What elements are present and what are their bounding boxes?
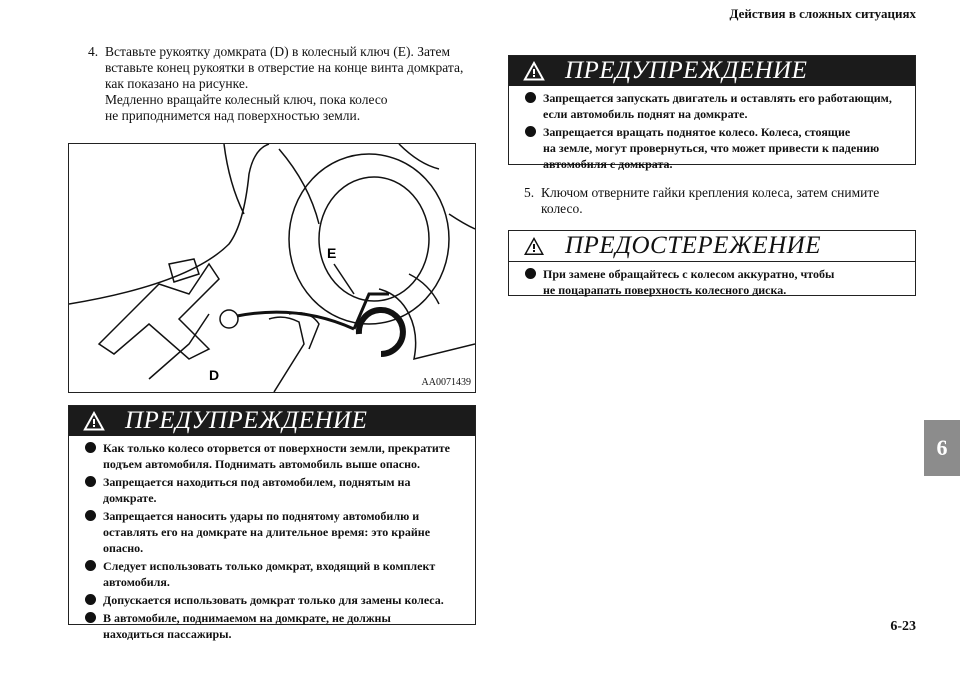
- warning-header: [509, 56, 915, 86]
- chapter-tab: 6: [924, 420, 960, 476]
- step-number: 5.: [524, 185, 535, 200]
- step-line: Медленно вращайте колесный ключ, пока колесо: [105, 92, 388, 107]
- bullet-icon: [85, 442, 96, 453]
- warning-box-jack: [68, 405, 476, 641]
- caution-item: При замене обращайтесь с колесом аккуратно, чтобы не поцарапать поверхность колесного диска.: [525, 266, 905, 298]
- warning-item: Следует использовать только домкрат, входящий в комплект автомобиля.: [85, 558, 465, 590]
- step-5: [524, 185, 924, 217]
- page-number: 6-23: [890, 619, 916, 634]
- bullet-icon: [525, 92, 536, 103]
- warning-item: Запрещается запускать двигатель и оставлять его работающим, если автомобиль поднят на домкрате.: [525, 90, 905, 122]
- label-e: E: [327, 245, 337, 261]
- warning-title: ПРЕДУПРЕЖДЕНИЕ: [125, 407, 368, 434]
- jack-illustration: [68, 143, 476, 393]
- warning-header: [69, 406, 475, 436]
- bullet-icon: [525, 268, 536, 279]
- caution-header: [509, 231, 915, 262]
- bullet-icon: [85, 594, 96, 605]
- section-title: Действия в сложных ситуациях: [729, 6, 916, 21]
- warning-box-engine: [508, 55, 916, 171]
- jack-drawing: [69, 144, 475, 392]
- step-line: Ключом отверните гайки крепления колеса, затем снимите: [541, 185, 880, 200]
- bullet-icon: [85, 476, 96, 487]
- bullet-icon: [525, 126, 536, 137]
- figure-code: AA0071439: [421, 377, 471, 388]
- step-line: колесо.: [541, 201, 583, 216]
- step-number: 4.: [88, 44, 99, 59]
- label-d: D: [209, 367, 220, 383]
- warning-item: Запрещается находиться под автомобилем, поднятым на домкрате.: [85, 474, 465, 506]
- warning-triangle-icon: [83, 411, 105, 431]
- step-line: Вставьте рукоятку домкрата (D) в колесный ключ (E). Затем: [105, 44, 451, 59]
- warning-item: Запрещается наносить удары по поднятому автомобилю и оставлять его на домкрате на длительное время: это крайне опасно.: [85, 508, 465, 556]
- caution-title: ПРЕДОСТЕРЕЖЕНИЕ: [565, 232, 821, 259]
- warning-item: Как только колесо оторвется от поверхности земли, прекратите подъем автомобиля. Поднимать автомобиль выше опасно.: [85, 440, 465, 472]
- warning-item: В автомобиле, поднимаемом на домкрате, не должны находиться пассажиры.: [85, 610, 465, 642]
- warning-item: Допускается использовать домкрат только для замены колеса.: [85, 592, 465, 608]
- caution-triangle-icon: [523, 236, 545, 256]
- warning-title: ПРЕДУПРЕЖДЕНИЕ: [565, 57, 808, 84]
- step-line: вставьте конец рукоятки в отверстие на конце винта домкрата,: [105, 60, 464, 75]
- caution-box: [508, 230, 916, 296]
- warning-item: Запрещается вращать поднятое колесо. Колеса, стоящие на земле, могут провернуться, что может привести к падению автомобиля с домкрата.: [525, 124, 905, 172]
- bullet-icon: [85, 510, 96, 521]
- step-4: [88, 44, 478, 124]
- bullet-icon: [85, 560, 96, 571]
- step-line: не приподнимется над поверхностью земли.: [105, 108, 361, 123]
- bullet-icon: [85, 612, 96, 623]
- step-line: как показано на рисунке.: [105, 76, 249, 91]
- warning-triangle-icon: [523, 61, 545, 81]
